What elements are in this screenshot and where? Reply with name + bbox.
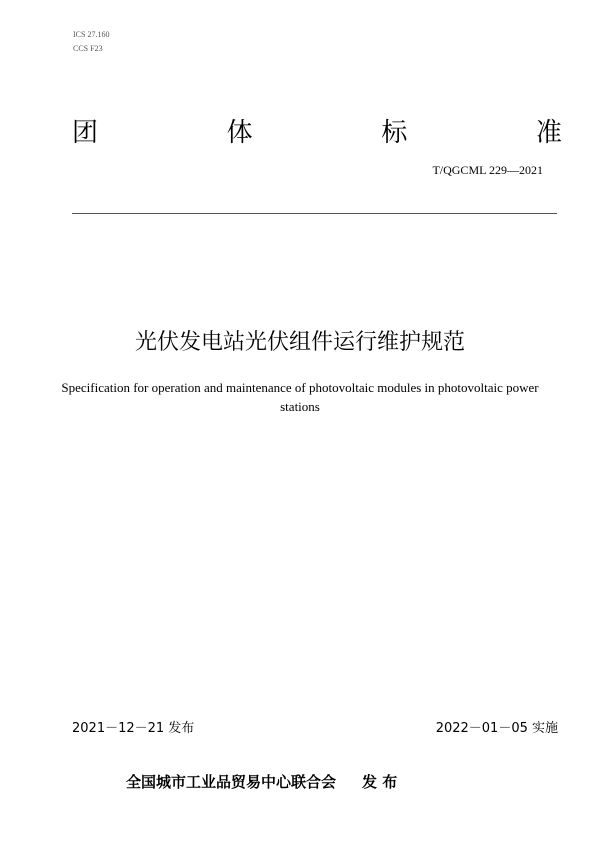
standard-type-char: 准 [535,118,562,148]
publisher: 全国城市工业品贸易中心联合会 [126,773,337,791]
standard-type-char: 团 [72,118,99,148]
publisher-line [126,771,397,792]
publish-label: 发 布 [362,773,398,791]
standard-code: T/QGCML 229—2021 [432,163,543,177]
standard-type [72,112,562,149]
ccs-code: CCS F23 [73,44,103,53]
ics-code: ICS 27.160 [73,30,110,39]
title-zh: 光伏发电站光伏组件运行维护规范 [134,330,465,355]
title-en: Specification for operation and maintenance of photovoltaic modules in photovoltaic power stations [61,380,539,414]
issue-date: 2021－12－21 发布 [72,721,195,736]
standard-type-char: 标 [381,118,408,148]
divider [72,213,557,214]
standard-type-char: 体 [226,118,253,148]
implement-date: 2022－01－05 实施 [435,721,558,736]
